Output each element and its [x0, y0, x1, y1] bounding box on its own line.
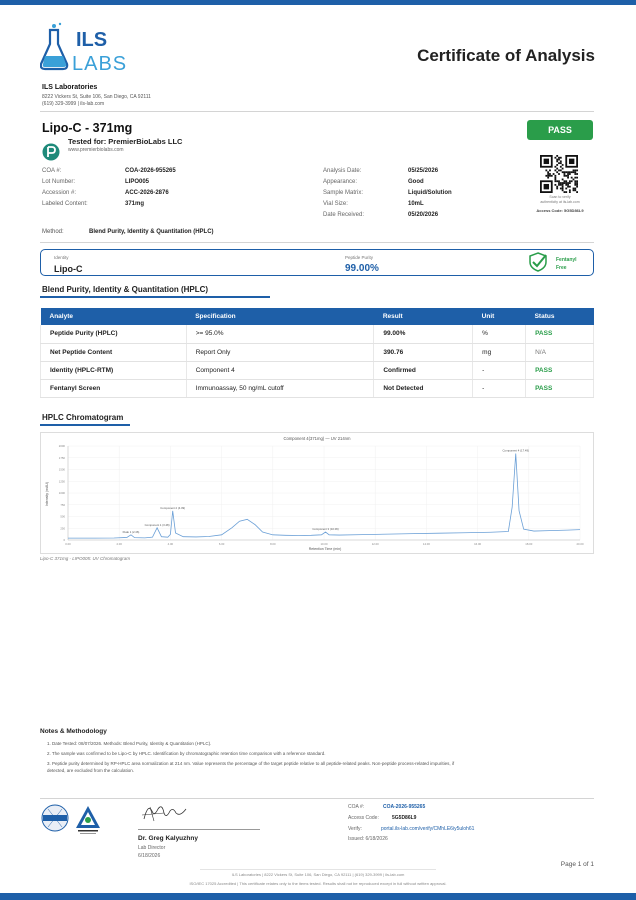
lot-number: LIPO005 — [125, 179, 150, 185]
footer-contact: ILS Laboratories | 8222 Vickers St, Suite 106, San Diego, CA 92111 | (619) 329-3999 | ils-lab.com — [231, 872, 405, 877]
shield-check-icon — [528, 252, 548, 272]
method-value: Blend Purity, Identity & Quantitation (HPLC) — [89, 229, 214, 235]
column-header: Status — [526, 308, 594, 325]
y-tick-label: 250 — [60, 526, 65, 531]
client-url[interactable]: www.premierbiolabs.com — [68, 147, 124, 153]
x-tick-label: 12.00 — [371, 542, 379, 546]
analyte-cell: Peptide Purity (HPLC) — [41, 325, 187, 343]
document-title: Certificate of Analysis — [417, 46, 595, 65]
divider — [40, 242, 594, 243]
peak-label: Component 1 (3.48) — [144, 522, 170, 527]
overall-pass-badge: PASS — [527, 120, 593, 140]
peak-label: Peak 1 (2.46) — [122, 529, 140, 534]
analyte-cell: Fentanyl Screen — [41, 379, 187, 397]
meta-label: Accession #: — [42, 190, 77, 196]
x-tick-label: 6.00 — [218, 542, 225, 546]
bottom-accent-bar — [0, 893, 636, 900]
ils-labs-logo — [40, 22, 140, 74]
footer-disclaimer: ISO/IEC 17025 Accredited | This certificate relates only to the items tested. Results shall not be reproduced except in full without written approval. — [189, 881, 447, 886]
signatory-name: Dr. Greg Kalyuzhny — [138, 835, 198, 842]
y-tick-label: 0 — [63, 538, 65, 542]
product-name: Lipo-C - 371mg — [42, 121, 133, 135]
note-item: detected, are excluded from the calculation. — [47, 768, 135, 773]
qr-note — [530, 195, 590, 204]
meta-label: Appearance: — [323, 179, 358, 185]
meta-label: Vial Size: — [323, 201, 348, 207]
chromatogram-caption: Lipo-C 371mg - LIPO005: UV Chromatogram — [40, 556, 131, 561]
signature-line — [138, 829, 260, 830]
verify-label: Verify: — [348, 826, 362, 832]
status-cell: PASS — [526, 379, 594, 397]
peak-label: Component 4 (17.49) — [502, 448, 529, 453]
x-tick-label: 4.00 — [167, 542, 174, 546]
section-underline — [40, 424, 130, 426]
method-label: Method: — [42, 229, 64, 235]
qr-code-icon[interactable] — [540, 155, 578, 193]
accreditation-logos — [40, 801, 130, 839]
table-row — [41, 343, 594, 361]
lab-address: 8222 Vickers St, Suite 106, San Diego, CA 92111 — [42, 94, 151, 100]
x-tick-label: 10.00 — [320, 542, 328, 546]
status-cell: N/A — [526, 343, 594, 361]
column-header: Result — [374, 308, 473, 325]
x-axis-label: Retention Time (min) — [308, 547, 342, 551]
date-received: 05/20/2026 — [408, 212, 439, 218]
specification-cell: >= 95.0% — [186, 325, 374, 343]
divider — [40, 798, 594, 799]
lab-name: ILS Laboratories — [42, 84, 98, 91]
unit-cell: - — [473, 361, 526, 379]
signature-date: 6/18/2026 — [138, 853, 161, 859]
appearance: Good — [408, 179, 424, 185]
result-cell: Confirmed — [374, 361, 473, 379]
qr-note-line: Scan to verify — [549, 195, 571, 199]
column-header: Unit — [473, 308, 526, 325]
y-tick-label: 750 — [60, 502, 65, 507]
table-row — [41, 361, 594, 379]
identity-value: Lipo-C — [54, 264, 83, 274]
accession-number: ACC-2026-2876 — [125, 190, 169, 196]
y-axis-label: Intensity (mAU) — [45, 481, 49, 507]
verify-link[interactable]: portal.ils-lab.com/verify/CMhLE6iy5uloh61 — [381, 826, 475, 832]
identity-summary-box — [40, 249, 594, 276]
coa-number: COA-2026-955265 — [125, 168, 176, 174]
x-tick-label: 0.00 — [65, 542, 71, 546]
meta-label: Sample Matrix: — [323, 190, 364, 196]
table-row — [41, 379, 594, 397]
specification-cell: Component 4 — [186, 361, 374, 379]
meta-label: Date Received: — [323, 212, 365, 218]
meta-label: Analysis Date: — [323, 168, 362, 174]
purity-value: 99.00% — [345, 263, 379, 274]
y-tick-label: 1000 — [58, 491, 65, 495]
top-accent-bar — [0, 0, 636, 5]
analysis-date: 05/25/2026 — [408, 168, 439, 174]
labeled-content: 371mg — [125, 201, 145, 207]
result-cell: Not Detected — [374, 379, 473, 397]
unit-cell: mg — [473, 343, 526, 361]
status-cell: PASS — [526, 361, 594, 379]
y-tick-label: 1750 — [58, 455, 65, 460]
status-cell: PASS — [526, 325, 594, 343]
x-tick-label: 2.00 — [116, 542, 122, 546]
tested-for: Tested for: PremierBioLabs LLC — [68, 137, 183, 146]
divider — [200, 869, 436, 870]
note-item: 2. The sample was confirmed to be Lipo-C by HPLC. Identification by chromatographic retention time comparison with a reference standard. — [47, 751, 326, 756]
verify-label: Access Code: — [348, 815, 379, 821]
chromatogram-section-title: HPLC Chromatogram — [42, 413, 124, 422]
peak-label: Component 2 (4.09) — [160, 505, 186, 510]
signature-image — [140, 801, 190, 825]
ilac-mra-logo-icon — [42, 805, 68, 831]
fentanyl-free-label: Fentanyl — [556, 257, 577, 263]
table-header-row — [41, 308, 594, 325]
x-tick-label: 18.00 — [525, 542, 533, 546]
svg-text:LABS: LABS — [72, 53, 128, 74]
note-item: 1. Date Tested: 08/07/2026. Methods: Blend Purity, Identity & Quantitation (HPLC). — [47, 741, 212, 746]
y-tick-label: 2000 — [58, 444, 65, 448]
signatory-role: Lab Director — [138, 845, 166, 851]
meta-label: Lot Number: — [42, 179, 76, 185]
purity-label: Peptide Purity — [345, 255, 374, 260]
x-tick-label: 14.00 — [422, 542, 430, 546]
page-number: Page 1 of 1 — [560, 861, 594, 868]
premierbiolabs-logo-icon — [42, 143, 60, 161]
issued-date: Issued: 6/18/2026 — [348, 836, 388, 842]
unit-cell: % — [473, 325, 526, 343]
x-tick-label: 16.00 — [474, 542, 482, 546]
x-tick-label: 20.00 — [576, 542, 584, 546]
x-tick-label: 8.00 — [270, 542, 276, 546]
qr-access-code: Access Code: 5G5D86L9 — [536, 208, 584, 213]
svg-text:ILS: ILS — [76, 29, 108, 51]
meta-label: COA #: — [42, 168, 62, 174]
lab-contact: (619) 329-3999 | ils-lab.com — [42, 101, 105, 107]
sample-matrix: Liquid/Solution — [408, 190, 452, 196]
verify-access-code: 5G5D86L9 — [392, 815, 417, 821]
qr-note-line: authenticity at ils-lab.com — [540, 199, 580, 204]
results-section-title: Blend Purity, Identity & Quantitation (HPLC) — [42, 285, 209, 294]
identity-label: Identity — [54, 255, 69, 260]
y-tick-label: 1250 — [58, 479, 65, 484]
fentanyl-free-label: Free — [556, 265, 567, 271]
result-cell: 99.00% — [374, 325, 473, 343]
results-table — [40, 308, 594, 398]
divider — [40, 111, 594, 112]
hplc-chromatogram-chart — [40, 432, 594, 554]
table-row — [41, 325, 594, 343]
column-header: Specification — [186, 308, 374, 325]
meta-label: Labeled Content: — [42, 201, 88, 207]
flask-icon — [41, 23, 67, 69]
unit-cell: - — [473, 379, 526, 397]
analyte-cell: Net Peptide Content — [41, 343, 187, 361]
specification-cell: Report Only — [186, 343, 374, 361]
vial-size: 10mL — [408, 201, 424, 207]
verify-coa-number: COA-2026-955265 — [383, 804, 426, 810]
column-header: Analyte — [41, 308, 187, 325]
specification-cell: Immunoassay, 50 ng/mL cutoff — [186, 379, 374, 397]
peak-label: Component 3 (10.06) — [312, 527, 339, 532]
result-cell: 390.76 — [374, 343, 473, 361]
pjla-accreditation-logo-icon — [76, 806, 100, 834]
y-tick-label: 1500 — [58, 467, 65, 472]
analyte-cell: Identity (HPLC-RTM) — [41, 361, 187, 379]
note-item: 3. Peptide purity determined by RP-HPLC area normalization at 214 nm. Value represents the percentage of the target peptide relative to all peptide-related peaks. Non-peptide process-related impurities, if — [47, 761, 455, 766]
chart-title: Component 4(371mg) — UV 214nm — [283, 436, 351, 441]
notes-title: Notes & Methodology — [40, 728, 107, 735]
section-underline — [40, 296, 270, 298]
y-tick-label: 500 — [60, 514, 65, 519]
verify-label: COA #: — [348, 804, 365, 810]
